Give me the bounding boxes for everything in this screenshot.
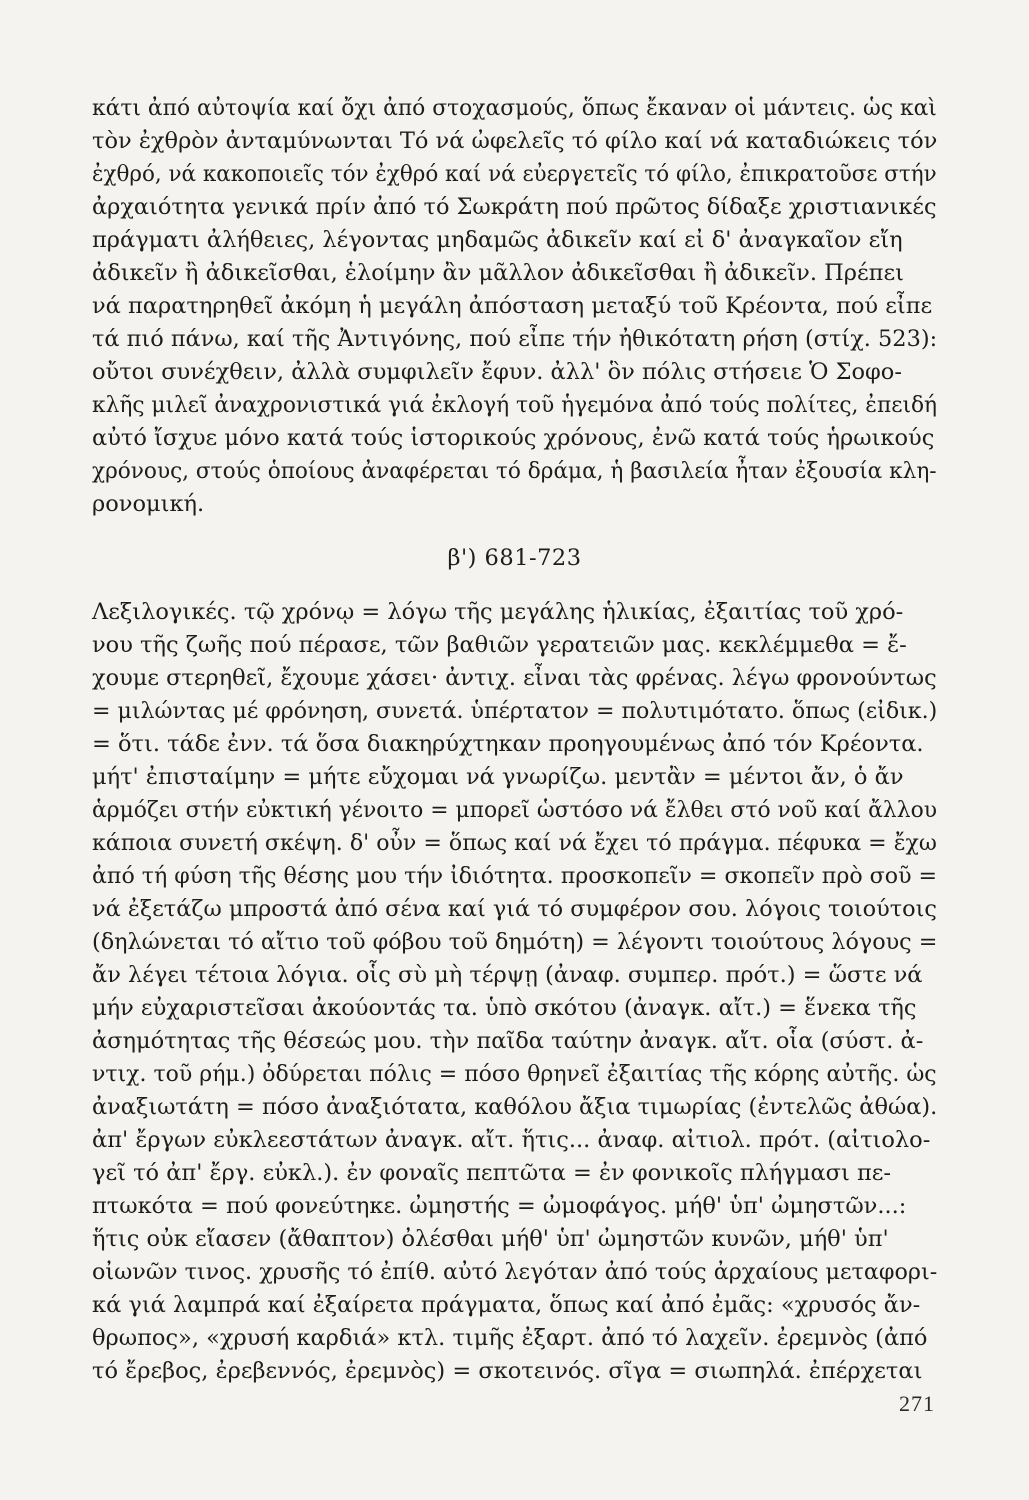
text-line: ντιχ. τοῦ ρήμ.) ὀδύρεται πόλις = πόσο θρηνεῖ ἐξαιτίας τῆς κόρης αὐτῆς. ὡς xyxy=(92,1061,937,1087)
text-line: κάποια συνετή σκέψη. δ' οὖν = ὅπως καί νά ἔχει τό πράγμα. πέφυκα = ἔχω xyxy=(92,830,937,856)
section-heading: β') 681-723 xyxy=(447,545,582,571)
text-line: κά γιά λαμπρά καί ἐξαίρετα πράγματα, ὅπως καί ἀπό ἐμᾶς: «χρυσός ἄν- xyxy=(92,1292,921,1318)
text-line: τὸν ἐχθρὸν ἀνταμύνωνται Τό νά ὠφελεῖς τό φίλο καί νά καταδιώκεις τόν xyxy=(92,128,938,154)
text-line: τό ἔρεβος, ἐρεβεννός, ἐρεμνὸς) = σκοτεινός. σῖγα = σιωπηλά. ἐπέρχεται xyxy=(92,1358,923,1384)
text-line: ἀσημότητας τῆς θέσεώς μου. τὴν παῖδα ταύτην ἀναγκ. αἴτ. οἷα (σύστ. ἀ- xyxy=(92,1028,924,1054)
text-line: ἁρμόζει στήν εὐκτική γένοιτο = μπορεῖ ὡστόσο νά ἔλθει στό νοῦ καί ἄλλου xyxy=(92,797,938,823)
text-line: ἥτις οὐκ εἴασεν (ἄθαπτον) ὀλέσθαι μήθ' ὑπ' ὠμηστῶν κυνῶν, μήθ' ὑπ' xyxy=(92,1226,889,1252)
text-line: ἀρχαιότητα γενικά πρίν ἀπό τό Σωκράτη πού πρῶτος δίδαξε χριστιανικές xyxy=(92,194,937,220)
text-line: (δηλώνεται τό αἴτιο τοῦ φόβου τοῦ δημότη) = λέγοντι τοιούτους λόγους = xyxy=(92,929,938,955)
text-line: μήν εὐχαριστεῖσαι ἀκούοντάς τα. ὑπὸ σκότου (ἀναγκ. αἴτ.) = ἕνεκα τῆς xyxy=(92,995,917,1021)
text-line: κλῆς μιλεῖ ἀναχρονιστικά γιά ἐκλογή τοῦ ἡγεμόνα ἀπό τούς πολίτες, ἐπειδή xyxy=(92,392,938,418)
text-line xyxy=(92,1388,852,1420)
text-line: ἀναξιωτάτη = πόσο ἀναξιότατα, καθόλου ἄξια τιμωρίας (ἐντελῶς ἀθώα). xyxy=(92,1094,938,1120)
text-line: ἀδικεῖν ἢ ἀδικεῖσθαι, ἑλοίμην ἂν μᾶλλον ἀδικεῖσθαι ἢ ἀδικεῖν. Πρέπει xyxy=(92,260,904,286)
text-line: μήτ' ἐπισταίμην = μήτε εὔχομαι νά γνωρίζω. μεντἂν = μέντοι ἄν, ὁ ἄν xyxy=(92,764,904,790)
text-line: ρονομική. xyxy=(92,491,205,517)
text-line: τά πιό πάνω, καί τῆς Ἀντιγόνης, πού εἶπε τήν ἠθικότατη ρήση (στίχ. 523): xyxy=(92,326,938,352)
page-number: 271 xyxy=(899,1391,935,1416)
text-line: χουμε στερηθεῖ, ἔχουμε χάσει· ἀντιχ. εἶναι τὰς φρένας. λέγω φρονούντως xyxy=(92,665,937,691)
text-line: νά ἐξετάζω μπροστά ἀπό σένα καί γιά τό συμφέρον σου. λόγοις τοιούτοις xyxy=(92,896,937,922)
text-line: ἀπό τή φύση τῆς θέσης μου τήν ἰδιότητα. προσκοπεῖν = σκοπεῖν πρὸ σοῦ = xyxy=(92,863,938,889)
text-line: γεῖ τό ἀπ' ἔργ. εὐκλ.). ἐν φοναῖς πεπτῶτα = ἐν φονικοῖς πλήγμασι πε- xyxy=(92,1160,892,1186)
text-line: νά παρατηρηθεῖ ἀκόμη ἡ μεγάλη ἀπόσταση μεταξύ τοῦ Κρέοντα, πού εἶπε xyxy=(92,293,933,319)
text-line: πτωκότα = πού φονεύτηκε. ὠμηστής = ὠμοφάγος. μήθ' ὑπ' ὠμηστῶν...: xyxy=(92,1193,907,1219)
text-line: οἰωνῶν τινος. χρυσῆς τό ἐπίθ. αὐτό λεγόταν ἀπό τούς ἀρχαίους μεταφορι- xyxy=(92,1259,938,1285)
text-line: χρόνους, στούς ὁποίους ἀναφέρεται τό δράμα, ἡ βασιλεία ἦταν ἐξουσία κλη- xyxy=(92,458,937,484)
text-line: θρωπος», «χρυσή καρδιά» κτλ. τιμῆς ἐξαρτ. ἀπό τό λαχεῖν. ἐρεμνὸς (ἀπό xyxy=(92,1325,928,1351)
text-line: = μιλώντας μέ φρόνηση, συνετά. ὑπέρτατον = πολυτιμότατο. ὅπως (εἰδικ.) xyxy=(92,698,938,724)
text-line: ἀπ' ἔργων εὐκλεεστάτων ἀναγκ. αἴτ. ἥτις... ἀναφ. αἰτιολ. πρότ. (αἰτιολο- xyxy=(92,1127,931,1153)
text-line: Λεξιλογικές. τῷ χρόνῳ = λόγω τῆς μεγάλης ἡλικίας, ἐξαιτίας τοῦ χρό- xyxy=(92,599,904,625)
text-line: ἐχθρό, νά κακοποιεῖς τόν ἐχθρό καί νά εὐεργετεῖς τό φίλο, ἐπικρατοῦσε στήν xyxy=(92,161,937,187)
text-line: αὐτό ἴσχυε μόνο κατά τούς ἱστορικούς χρόνους, ἐνῶ κατά τούς ἡρωικούς xyxy=(92,425,935,451)
text-line: κάτι ἀπό αὐτοψία καί ὄχι ἀπό στοχασμούς, ὅπως ἔκαναν οἱ μάντεις. ὡς καὶ xyxy=(92,95,937,121)
text-line: πράγματι ἀλήθειες, λέγοντας μηδαμῶς ἀδικεῖν καί εἰ δ' ἀναγκαῖον εἴη xyxy=(92,227,903,253)
text-line: = ὅτι. τάδε ἐνν. τά ὅσα διακηρύχτηκαν προηγουμένως ἀπό τόν Κρέοντα. xyxy=(92,731,924,757)
text-line: οὔτοι συνέχθειν, ἀλλὰ συμφιλεῖν ἔφυν. ἀλλ' ὃν πόλις στήσειε Ὁ Σοφο- xyxy=(92,359,902,385)
text-line: ἄν λέγει τέτοια λόγια. οἷς σὺ μὴ τέρψῃ (ἀναφ. συμπερ. πρότ.) = ὥστε νά xyxy=(92,962,923,988)
text-line: νου τῆς ζωῆς πού πέρασε, τῶν βαθιῶν γερατειῶν μας. κεκλέμμεθα = ἔ- xyxy=(92,632,907,658)
